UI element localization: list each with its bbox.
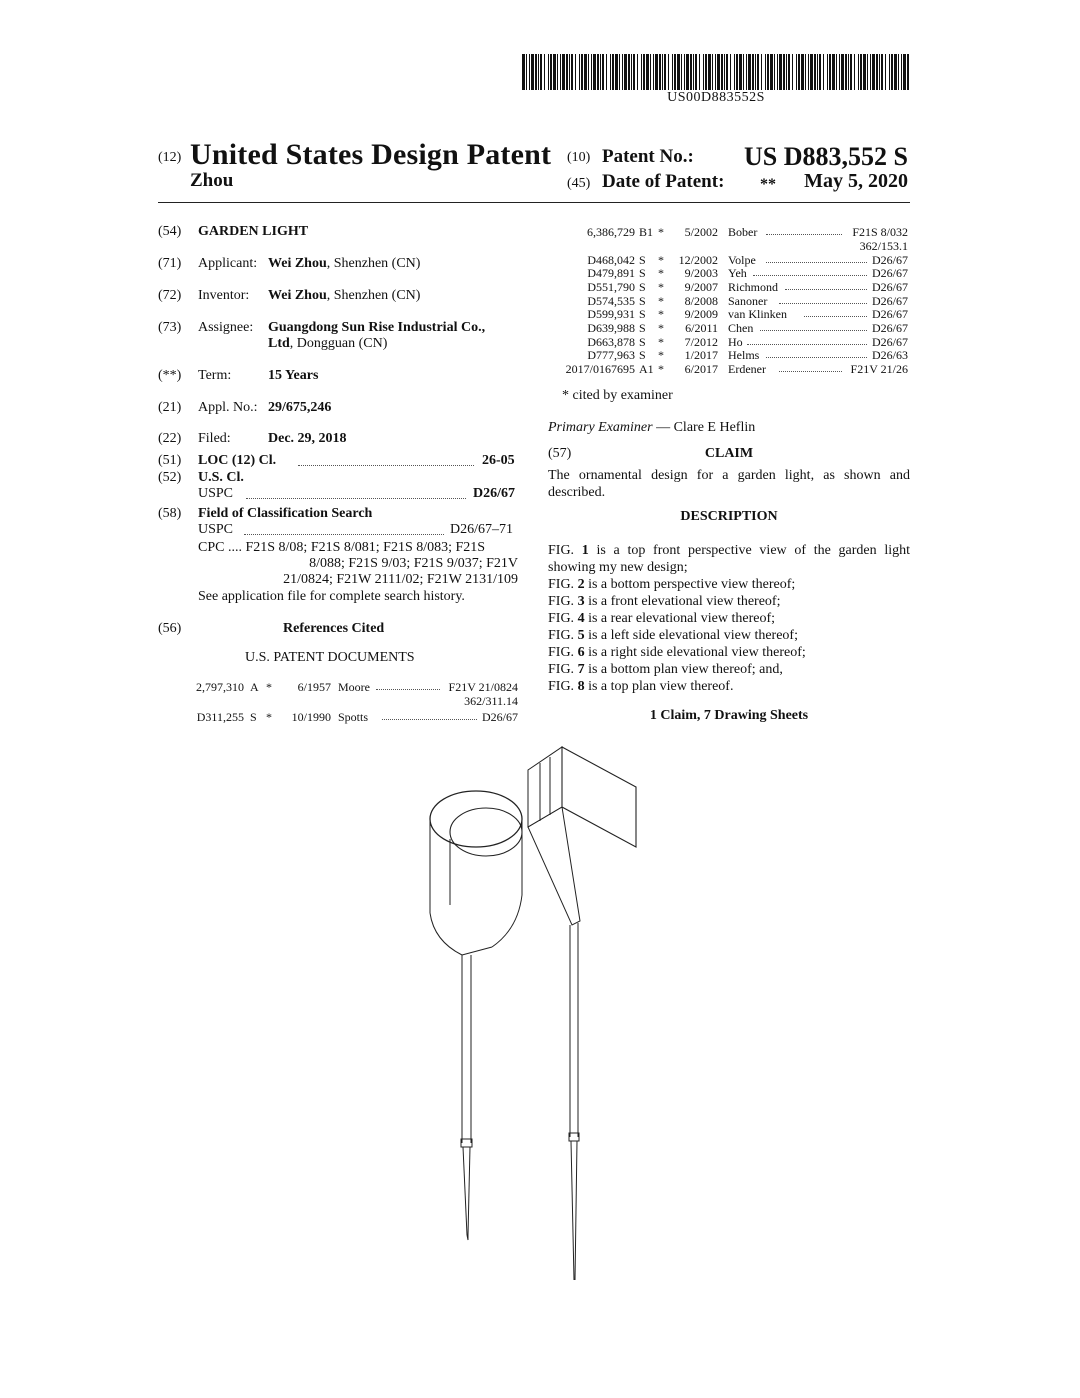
barcode-bar xyxy=(544,54,545,90)
description-title: DESCRIPTION xyxy=(680,509,778,524)
applicant-label: Applicant: xyxy=(198,256,258,271)
reference-star: * xyxy=(658,225,664,239)
reference-kind: S xyxy=(250,710,257,724)
reference-date: 9/2009 xyxy=(684,307,718,322)
term-extension-stars: ** xyxy=(760,176,776,193)
reference-num: D574,535 xyxy=(587,293,635,308)
barcode-bar xyxy=(810,54,813,90)
reference-date: 6/2011 xyxy=(685,321,718,335)
reference-row xyxy=(0,335,1080,349)
barcode-bar xyxy=(715,54,716,90)
figure-description: FIG. 4 is a rear elevational view thereof; xyxy=(548,611,776,626)
barcode-bar xyxy=(584,54,587,90)
figure-description: FIG. 6 is a right side elevational view thereof; xyxy=(548,645,806,660)
reference-cls: D26/67 xyxy=(872,293,908,308)
barcode-bar xyxy=(863,54,866,90)
loc-value: 26-05 xyxy=(482,453,515,468)
reference-leader xyxy=(382,719,476,720)
reference-star: * xyxy=(658,252,664,267)
barcode-bar xyxy=(529,54,530,90)
reference-name: Volpe xyxy=(728,252,756,267)
cpc-line-1: CPC .... F21S 8/08; F21S 8/081; F21S 8/083; F21S xyxy=(198,540,486,555)
barcode-bar xyxy=(876,54,878,90)
field-search-label: Field of Classification Search xyxy=(198,506,373,521)
reference-name: van Klinken xyxy=(728,307,787,322)
reference-num: D311,255 xyxy=(196,710,244,724)
barcode-bar xyxy=(752,54,754,90)
assignee-line1: Guangdong Sun Rise Industrial Co., xyxy=(268,320,486,335)
reference-date: 9/2003 xyxy=(684,266,718,281)
barcode-bar xyxy=(774,54,775,90)
barcode-bar xyxy=(788,54,790,90)
barcode-bar xyxy=(633,54,635,90)
barcode-bar xyxy=(553,54,556,90)
barcode-bar xyxy=(712,54,713,90)
barcode-bar xyxy=(662,54,663,90)
uspc-label: USPC xyxy=(198,486,234,501)
barcode-bar xyxy=(867,54,868,90)
barcode-bar xyxy=(602,54,604,90)
us-patent-docs-title: U.S. PATENT DOCUMENTS xyxy=(245,650,415,665)
field-72-code: (72) xyxy=(158,288,182,303)
reference-cls-continued: 362/311.14 xyxy=(464,694,518,708)
barcode-bar xyxy=(736,54,738,90)
reference-row xyxy=(0,253,1080,267)
barcode-bar xyxy=(836,54,837,90)
field-56-code: (56) xyxy=(158,621,182,636)
reference-num: 6,386,729 xyxy=(587,225,635,239)
field-73-code: (73) xyxy=(158,320,182,335)
barcode-bar xyxy=(686,54,689,90)
claim-text: The ornamental design for a garden light, as shown and described. xyxy=(548,468,910,500)
applicant: Wei Zhou, Shenzhen (CN) xyxy=(268,256,421,271)
barcode-bar xyxy=(705,54,707,90)
barcode-bar xyxy=(770,54,773,90)
reference-date: 6/2017 xyxy=(684,362,718,377)
barcode-bar xyxy=(801,54,804,90)
reference-star: * xyxy=(658,279,664,294)
barcode-bar xyxy=(703,54,704,90)
figure-description: FIG. 2 is a bottom perspective view thereof; xyxy=(548,577,796,592)
barcode-bar xyxy=(668,54,669,90)
barcode-bar xyxy=(708,54,711,90)
assignee-line2: Ltd, Dongguan (CN) xyxy=(268,336,388,351)
barcode-bar xyxy=(827,54,828,90)
appl-no-value: 29/675,246 xyxy=(268,400,332,415)
barcode-bar xyxy=(643,54,645,90)
barcode-bar xyxy=(743,54,744,90)
search-uspc-label: USPC xyxy=(198,522,234,537)
uspc-leader xyxy=(246,498,466,499)
barcode-number: US00D883552S xyxy=(667,90,765,105)
reference-cls: D26/67 xyxy=(482,710,518,724)
reference-name: Ho xyxy=(728,334,743,349)
document-type-title: United States Design Patent xyxy=(190,138,552,171)
reference-kind: A xyxy=(250,680,259,694)
barcode-bar xyxy=(757,54,759,90)
barcode-bar xyxy=(622,54,623,90)
primary-examiner: Primary Examiner — Clare E Heflin xyxy=(548,420,756,435)
reference-kind: S xyxy=(639,293,646,308)
reference-star: * xyxy=(266,680,272,694)
reference-star: * xyxy=(658,321,664,335)
reference-leader xyxy=(785,289,867,290)
patent-number: US D883,552 S xyxy=(744,142,908,171)
reference-cls: D26/67 xyxy=(872,321,908,335)
barcode-bar xyxy=(721,54,723,90)
figure-description: FIG. 1 is a top front perspective view of the garden light showing my new design; xyxy=(548,543,911,575)
reference-kind: S xyxy=(639,334,646,349)
reference-date: 8/2008 xyxy=(684,293,718,308)
reference-num: D479,891 xyxy=(587,266,635,281)
barcode-bar xyxy=(726,54,728,90)
reference-leader xyxy=(766,357,867,358)
inventor-surname: Zhou xyxy=(190,170,234,191)
assignee-label: Assignee: xyxy=(198,320,254,335)
barcode-bar xyxy=(767,54,769,90)
barcode-bar xyxy=(606,54,607,90)
reference-star: * xyxy=(658,362,664,377)
barcode-bar xyxy=(839,54,840,90)
reference-name: Moore xyxy=(338,680,370,694)
reference-kind: S xyxy=(639,321,646,335)
reference-name: Yeh xyxy=(728,266,747,281)
barcode-bar xyxy=(779,54,782,90)
reference-date: 10/1990 xyxy=(291,710,331,724)
reference-row xyxy=(0,225,1080,239)
barcode-bar xyxy=(677,54,680,90)
barcode-bar xyxy=(814,54,816,90)
reference-name: Sanoner xyxy=(728,293,768,308)
barcode-bar xyxy=(858,54,859,90)
barcode-bar xyxy=(819,54,821,90)
reference-leader xyxy=(760,330,867,331)
barcode-bar xyxy=(907,54,909,90)
claims-sheets-count: 1 Claim, 7 Drawing Sheets xyxy=(649,708,809,723)
reference-row xyxy=(0,680,1080,694)
barcode-bar xyxy=(581,54,583,90)
cpc-line-2: 8/088; F21S 9/03; F21S 9/037; F21V xyxy=(309,556,518,571)
barcode-bar xyxy=(560,54,561,90)
reference-star: * xyxy=(658,266,664,281)
reference-num: D551,790 xyxy=(587,279,635,294)
loc-leader xyxy=(298,465,474,466)
references-cited-title: References Cited xyxy=(283,621,385,636)
reference-num: D663,878 xyxy=(587,334,635,349)
reference-cls: D26/67 xyxy=(872,266,908,281)
barcode-bar xyxy=(870,54,871,90)
inventor: Wei Zhou, Shenzhen (CN) xyxy=(268,288,421,303)
reference-row xyxy=(0,294,1080,308)
barcode-bar xyxy=(885,54,886,90)
reference-num: 2,797,310 xyxy=(196,680,244,694)
barcode-bar xyxy=(659,54,661,90)
barcode-bar xyxy=(674,54,676,90)
field-52-code: (52) xyxy=(158,470,182,485)
reference-star: * xyxy=(658,334,664,349)
barcode-bar xyxy=(575,54,576,90)
barcode-bar xyxy=(860,54,862,90)
field-51-code: (51) xyxy=(158,453,182,468)
term-value: 15 Years xyxy=(268,368,319,383)
reference-kind: S xyxy=(639,252,646,267)
barcode-bar xyxy=(693,54,694,90)
figure-description: FIG. 3 is a front elevational view thereof; xyxy=(548,594,781,609)
patent-number-label: Patent No.: xyxy=(602,146,694,167)
barcode-bar xyxy=(805,54,806,90)
reference-kind: A1 xyxy=(639,362,654,377)
field-54-code: (54) xyxy=(158,224,182,239)
filed-label: Filed: xyxy=(198,431,231,446)
barcode-bar xyxy=(841,54,844,90)
barcode-bar xyxy=(548,54,549,90)
reference-kind: S xyxy=(639,279,646,294)
barcode-bar xyxy=(796,54,797,90)
reference-row xyxy=(0,321,1080,335)
field-71-code: (71) xyxy=(158,256,182,271)
barcode-bar xyxy=(792,54,793,90)
barcode-bar xyxy=(746,54,747,90)
barcode xyxy=(522,54,910,90)
reference-kind: S xyxy=(639,307,646,322)
barcode-bar xyxy=(566,54,568,90)
reference-leader xyxy=(766,262,867,263)
figure-description: FIG. 7 is a bottom plan view thereof; and, xyxy=(548,662,783,677)
reference-cls: F21S 8/032 xyxy=(852,225,908,239)
cited-by-examiner: * cited by examiner xyxy=(562,388,673,403)
barcode-bar xyxy=(898,54,899,90)
search-history-note: See application file for complete search history. xyxy=(198,589,465,604)
reference-leader xyxy=(804,316,866,317)
field-57-code: (57) xyxy=(548,446,572,461)
reference-cls-continued: 362/153.1 xyxy=(859,239,908,253)
reference-name: Helms xyxy=(728,348,760,363)
barcode-bar xyxy=(588,54,589,90)
barcode-bar xyxy=(879,54,880,90)
reference-num: D599,931 xyxy=(587,307,635,322)
barcode-bar xyxy=(646,54,649,90)
uspc-value: D26/67 xyxy=(473,486,515,501)
barcode-bar xyxy=(832,54,835,90)
reference-name: Spotts xyxy=(338,710,369,724)
reference-date: 6/1957 xyxy=(297,680,331,694)
barcode-bar xyxy=(628,54,630,90)
reference-num: D777,963 xyxy=(587,348,635,363)
barcode-bar xyxy=(755,54,756,90)
barcode-bar xyxy=(903,54,906,90)
barcode-bar xyxy=(653,54,654,90)
barcode-bar xyxy=(655,54,658,90)
date-of-patent: May 5, 2020 xyxy=(804,170,908,192)
barcode-bar xyxy=(872,54,875,90)
barcode-bar xyxy=(650,54,651,90)
barcode-bar xyxy=(664,54,666,90)
reference-date: 9/2007 xyxy=(684,279,718,294)
reference-date: 12/2002 xyxy=(678,252,718,267)
reference-leader xyxy=(376,689,440,690)
reference-cls: F21V 21/0824 xyxy=(448,680,518,694)
barcode-bar xyxy=(631,54,632,90)
reference-cls: D26/67 xyxy=(872,334,908,349)
barcode-bar xyxy=(672,54,673,90)
reference-date: 1/2017 xyxy=(684,348,718,363)
barcode-bar xyxy=(765,54,766,90)
reference-num: D639,988 xyxy=(587,321,635,335)
barcode-bar xyxy=(624,54,627,90)
figure-description: FIG. 5 is a left side elevational view thereof; xyxy=(548,628,798,643)
reference-date: 5/2002 xyxy=(684,225,718,239)
reference-cls: F21V 21/26 xyxy=(850,362,908,377)
barcode-bar xyxy=(526,54,527,90)
inventor-label: Inventor: xyxy=(198,288,250,303)
us-cl-label: U.S. Cl. xyxy=(198,470,244,485)
barcode-bar xyxy=(695,54,697,90)
barcode-bar xyxy=(637,54,638,90)
reference-cls: D26/67 xyxy=(872,307,908,322)
reference-star: * xyxy=(658,348,664,363)
barcode-bar xyxy=(783,54,785,90)
barcode-bar xyxy=(557,54,558,90)
barcode-bar xyxy=(889,54,890,90)
reference-kind: S xyxy=(639,266,646,281)
reference-cls: D26/67 xyxy=(872,279,908,294)
reference-row xyxy=(0,280,1080,294)
barcode-bar xyxy=(748,54,751,90)
barcode-bar xyxy=(808,54,809,90)
barcode-bar xyxy=(724,54,725,90)
barcode-bar xyxy=(619,54,620,90)
barcode-bar xyxy=(739,54,742,90)
barcode-bar xyxy=(641,54,642,90)
reference-row xyxy=(0,307,1080,321)
barcode-bar xyxy=(535,54,537,90)
barcode-bar xyxy=(531,54,534,90)
garden-light-drawing xyxy=(400,735,660,1295)
barcode-bar xyxy=(891,54,893,90)
date-of-patent-label: Date of Patent: xyxy=(602,171,725,192)
reference-leader xyxy=(779,371,842,372)
invention-title: GARDEN LIGHT xyxy=(198,224,309,239)
reference-cls: D26/67 xyxy=(872,252,908,267)
claim-title: CLAIM xyxy=(704,446,754,461)
barcode-bar xyxy=(848,54,849,90)
code-45: (45) xyxy=(567,176,591,191)
reference-cls: D26/63 xyxy=(872,348,908,363)
barcode-bar xyxy=(817,54,818,90)
reference-name: Erdener xyxy=(728,362,766,377)
barcode-bar xyxy=(823,54,824,90)
barcode-bar xyxy=(600,54,601,90)
barcode-bar xyxy=(901,54,902,90)
barcode-bar xyxy=(681,54,682,90)
field-58-code: (58) xyxy=(158,506,182,521)
barcode-bar xyxy=(569,54,570,90)
barcode-bar xyxy=(699,54,700,90)
reference-kind: S xyxy=(639,348,646,363)
barcode-bar xyxy=(579,54,580,90)
reference-num: D468,042 xyxy=(587,252,635,267)
reference-row xyxy=(0,710,1080,724)
reference-row xyxy=(0,266,1080,280)
figure-descriptions xyxy=(548,542,910,695)
barcode-bar xyxy=(684,54,685,90)
barcode-bar xyxy=(593,54,596,90)
reference-leader xyxy=(747,344,867,345)
code-12: (12) xyxy=(158,150,182,165)
barcode-bar xyxy=(540,54,542,90)
barcode-bar xyxy=(562,54,565,90)
reference-leader xyxy=(753,275,867,276)
reference-name: Bober xyxy=(728,225,758,239)
header-divider xyxy=(158,202,910,203)
barcode-bar xyxy=(690,54,692,90)
figure-description: FIG. 8 is a top plan view thereof. xyxy=(548,679,734,694)
barcode-bar xyxy=(845,54,847,90)
barcode-bar xyxy=(850,54,852,90)
barcode-bar xyxy=(829,54,831,90)
term-code: (**) xyxy=(158,368,182,383)
barcode-bar xyxy=(571,54,573,90)
reference-kind: B1 xyxy=(639,225,654,239)
barcode-bar xyxy=(550,54,552,90)
barcode-bar xyxy=(717,54,720,90)
appl-no-label: Appl. No.: xyxy=(198,400,258,415)
reference-star: * xyxy=(266,710,272,724)
search-uspc-leader xyxy=(244,534,444,535)
barcode-bar xyxy=(734,54,735,90)
reference-num: 2017/0167695 xyxy=(565,362,635,377)
barcode-bar xyxy=(730,54,731,90)
reference-name: Richmond xyxy=(728,279,778,294)
barcode-bar xyxy=(881,54,883,90)
barcode-bar xyxy=(786,54,787,90)
field-21-code: (21) xyxy=(158,400,182,415)
barcode-bar xyxy=(761,54,762,90)
term-label: Term: xyxy=(198,368,232,383)
reference-date: 7/2012 xyxy=(684,334,718,349)
reference-leader xyxy=(779,303,867,304)
code-10: (10) xyxy=(567,150,591,165)
barcode-bar xyxy=(777,54,778,90)
barcode-bar xyxy=(854,54,855,90)
reference-leader xyxy=(766,234,842,235)
filed-value: Dec. 29, 2018 xyxy=(268,431,347,446)
barcode-bar xyxy=(894,54,897,90)
reference-row xyxy=(0,348,1080,362)
search-uspc-value: D26/67–71 xyxy=(450,522,513,537)
barcode-bar xyxy=(610,54,611,90)
loc-label: LOC (12) Cl. xyxy=(198,453,277,468)
barcode-bar xyxy=(615,54,618,90)
barcode-bar xyxy=(522,54,525,90)
reference-row xyxy=(0,362,1080,376)
barcode-bar xyxy=(538,54,539,90)
barcode-bar xyxy=(798,54,800,90)
barcode-bar xyxy=(591,54,592,90)
barcode-bar xyxy=(597,54,599,90)
field-22-code: (22) xyxy=(158,431,182,446)
cpc-line-3: 21/0824; F21W 2111/02; F21W 2131/109 xyxy=(283,572,518,587)
reference-star: * xyxy=(658,293,664,308)
barcode-bar xyxy=(612,54,614,90)
reference-name: Chen xyxy=(728,321,754,335)
reference-star: * xyxy=(658,307,664,322)
